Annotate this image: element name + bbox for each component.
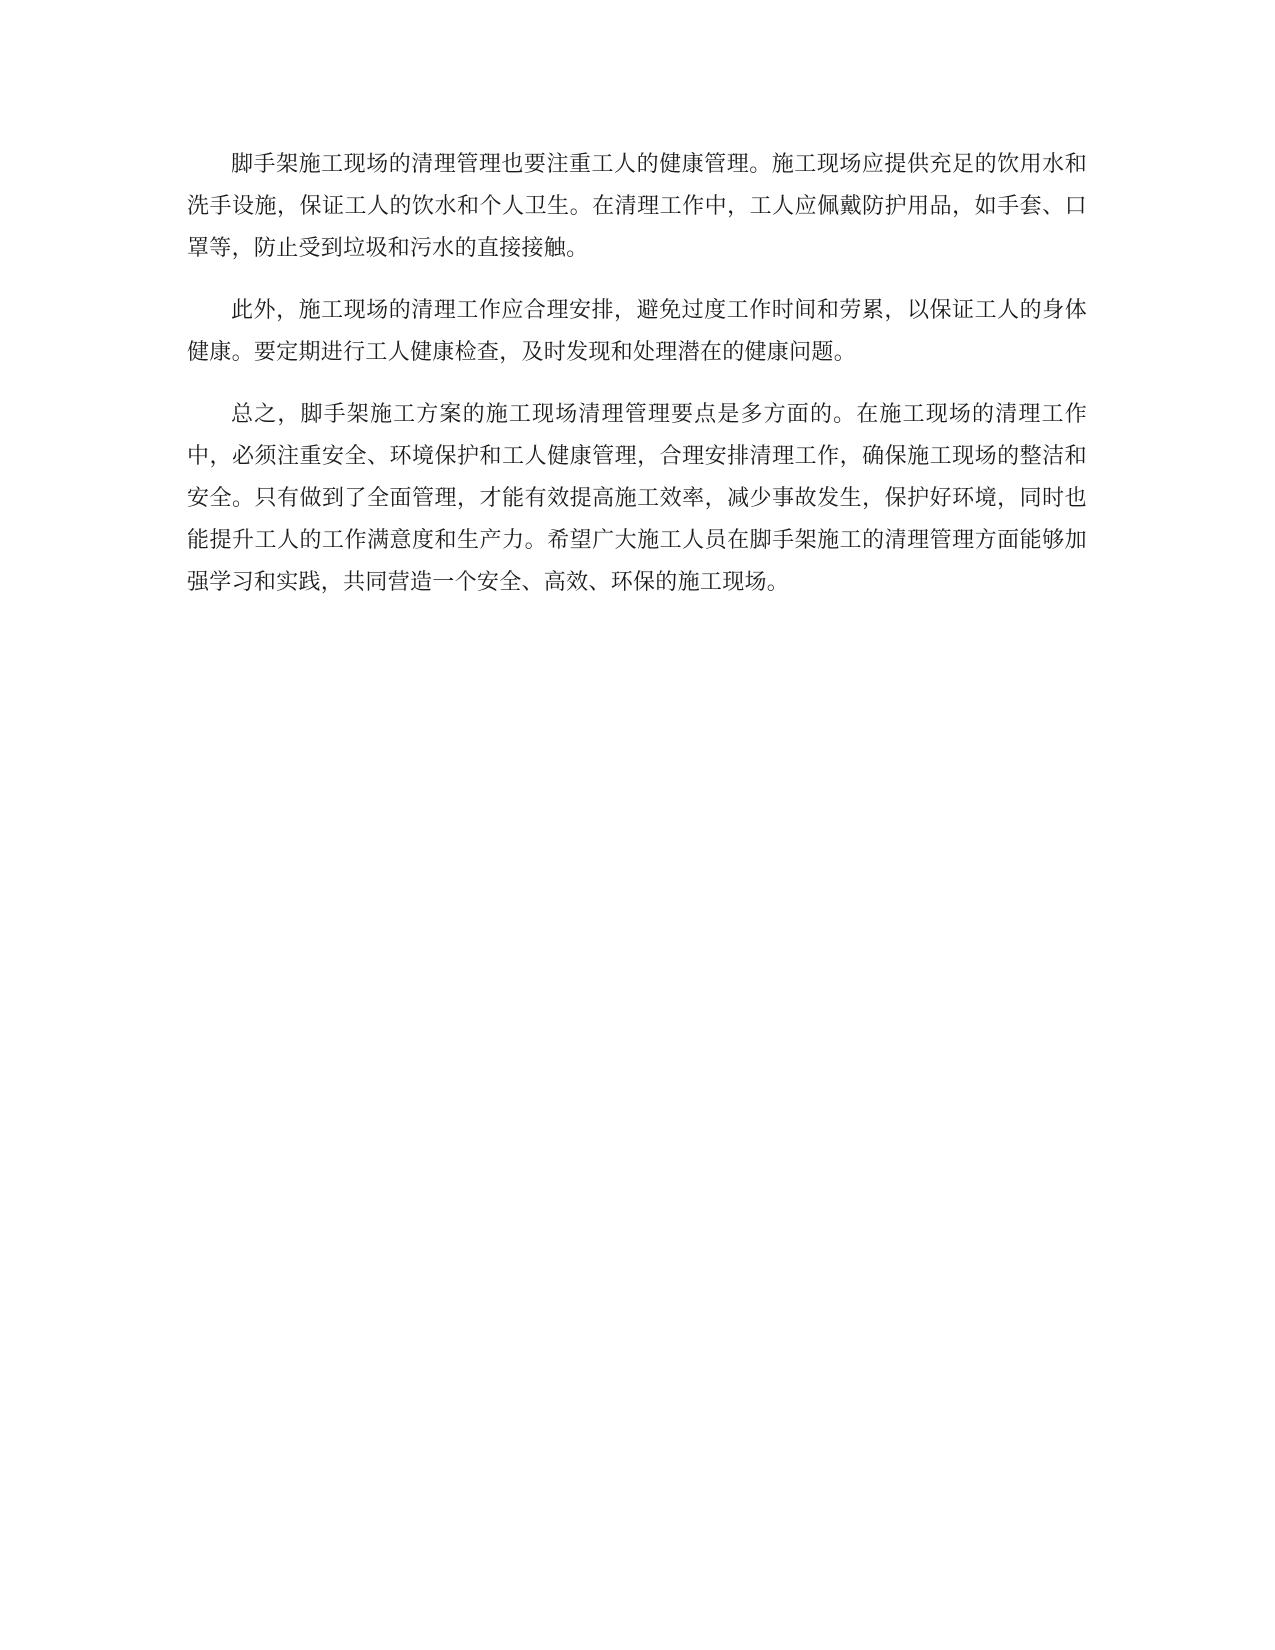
paragraph-conclusion: 总之，脚手架施工方案的施工现场清理管理要点是多方面的。在施工现场的清理工作中，必须注重安全、环境保护和工人健康管理，合理安排清理工作，确保施工现场的整洁和安全。只有做到了全面管理，才能有效提高施工效率，减少事故发生，保护好环境，同时也能提升工人的工作满意度和生产力。希望广大施工人员在脚手架施工的清理管理方面能够加强学习和实践，共同营造一个安全、高效、环保的施工现场。 <box>187 402 1087 595</box>
paragraph-worker-health: 脚手架施工现场的清理管理也要注重工人的健康管理。施工现场应提供充足的饮用水和洗手设施，保证工人的饮水和个人卫生。在清理工作中，工人应佩戴防护用品，如手套、口罩等，防止受到垃圾和污水的直接接触。 <box>187 152 1087 261</box>
paragraph-work-arrangement: 此外，施工现场的清理工作应合理安排，避免过度工作时间和劳累，以保证工人的身体健康。要定期进行工人健康检查，及时发现和处理潜在的健康问题。 <box>187 298 1087 365</box>
document-body <box>187 144 1087 624</box>
